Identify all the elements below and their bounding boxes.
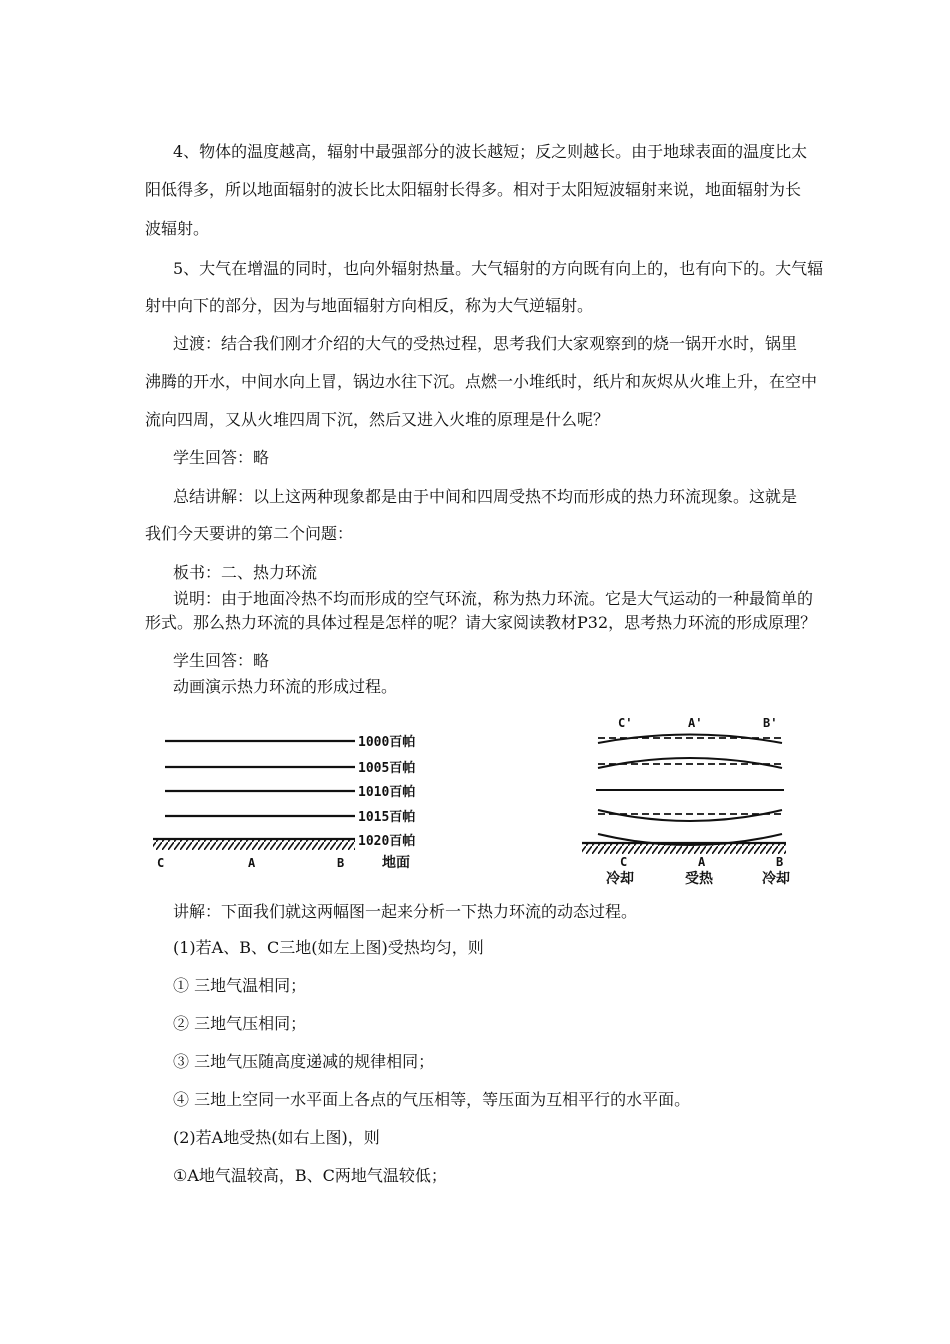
case-1-item-1: ① 三地气温相同； bbox=[173, 976, 307, 995]
isobar-label-1010: 1010百帕 bbox=[358, 785, 416, 800]
isobar-label-1020: 1020百帕 bbox=[358, 834, 416, 849]
point-label-c-right: C bbox=[620, 855, 628, 869]
student-answer-1: 学生回答：略 bbox=[173, 448, 270, 467]
case-1-heading: (1)若A、B、C三地(如左上图)受热均匀，则 bbox=[173, 938, 484, 957]
transition-line-1: 过渡：结合我们刚才介绍的大气的受热过程，思考我们大家观察到的烧一锅开水时，锅里 bbox=[173, 334, 798, 353]
para-4-line-3: 波辐射。 bbox=[145, 219, 210, 238]
board-writing: 板书：二、热力环流 bbox=[173, 563, 318, 582]
lecture-line: 讲解：下面我们就这两幅图一起来分析一下热力环流的动态过程。 bbox=[173, 902, 638, 921]
case-1-item-4: ④ 三地上空同一水平面上各点的气压相等，等压面为互相平行的水平面。 bbox=[173, 1090, 691, 1109]
animation-caption: 动画演示热力环流的形成过程。 bbox=[173, 677, 398, 696]
para-5-line-2: 射中向下的部分，因为与地面辐射方向相反，称为大气逆辐射。 bbox=[145, 296, 594, 315]
case-1-item-3: ③ 三地气压随高度递减的规律相同； bbox=[173, 1052, 435, 1071]
point-label-b: B bbox=[337, 856, 345, 870]
top-point-label-a: A' bbox=[688, 716, 703, 730]
para-5-line-1: 5、大气在增温的同时，也向外辐射热量。大气辐射的方向既有向上的，也有向下的。大气辐 bbox=[173, 259, 824, 278]
para-4-line-1: 4、物体的温度越高，辐射中最强部分的波长越短；反之则越长。由于地球表面的温度比太 bbox=[173, 142, 808, 161]
point-label-b-right: B bbox=[776, 855, 784, 869]
explain-line-1: 说明：由于地面冷热不均而形成的空气环流，称为热力环流。它是大气运动的一种最简单的 bbox=[173, 589, 814, 608]
summary-line-1: 总结讲解：以上这两种现象都是由于中间和四周受热不均而形成的热力环流现象。这就是 bbox=[173, 487, 798, 506]
case-2-item-1: ①A地气温较高，B、C两地气温较低； bbox=[173, 1166, 447, 1185]
ground-hatch-right bbox=[582, 844, 786, 854]
case-1-item-2: ② 三地气压相同； bbox=[173, 1014, 307, 1033]
state-label-b: 冷却 bbox=[762, 871, 790, 887]
top-point-label-b: B' bbox=[763, 716, 778, 730]
isobar-label-1005: 1005百帕 bbox=[358, 761, 416, 776]
state-label-a: 受热 bbox=[685, 871, 713, 887]
transition-line-3: 流向四周，又从火堆四周下沉，然后又进入火堆的原理是什么呢？ bbox=[145, 410, 610, 429]
summary-line-2: 我们今天要讲的第二个问题： bbox=[145, 524, 354, 543]
isobar-diagram-heated bbox=[580, 710, 800, 888]
top-point-label-c: C' bbox=[618, 716, 633, 730]
para-4-line-2: 阳低得多，所以地面辐射的波长比太阳辐射长得多。相对于太阳短波辐射来说，地面辐射为长 bbox=[145, 180, 802, 199]
isobar-curved-3 bbox=[598, 810, 782, 821]
ground-hatch bbox=[153, 840, 355, 850]
isobar-label-1015: 1015百帕 bbox=[358, 810, 416, 825]
isobar-label-1000: 1000百帕 bbox=[358, 735, 416, 750]
point-label-c: C bbox=[157, 856, 165, 870]
point-label-a-right: A bbox=[698, 855, 706, 869]
ground-label: 地面 bbox=[382, 855, 410, 871]
transition-line-2: 沸腾的开水，中间水向上冒，锅边水往下沉。点燃一小堆纸时，纸片和灰烬从火堆上升，在空中 bbox=[145, 372, 818, 391]
case-2-heading: (2)若A地受热(如右上图)，则 bbox=[173, 1128, 380, 1147]
point-label-a: A bbox=[248, 856, 256, 870]
state-label-c: 冷却 bbox=[606, 871, 634, 887]
isobar-curved-2 bbox=[598, 758, 782, 768]
explain-line-2: 形式。那么热力环流的具体过程是怎样的呢？请大家阅读教材P32，思考热力环流的形成原理？ bbox=[145, 613, 817, 632]
isobar-diagram-uniform bbox=[150, 722, 440, 872]
student-answer-2: 学生回答：略 bbox=[173, 651, 270, 670]
